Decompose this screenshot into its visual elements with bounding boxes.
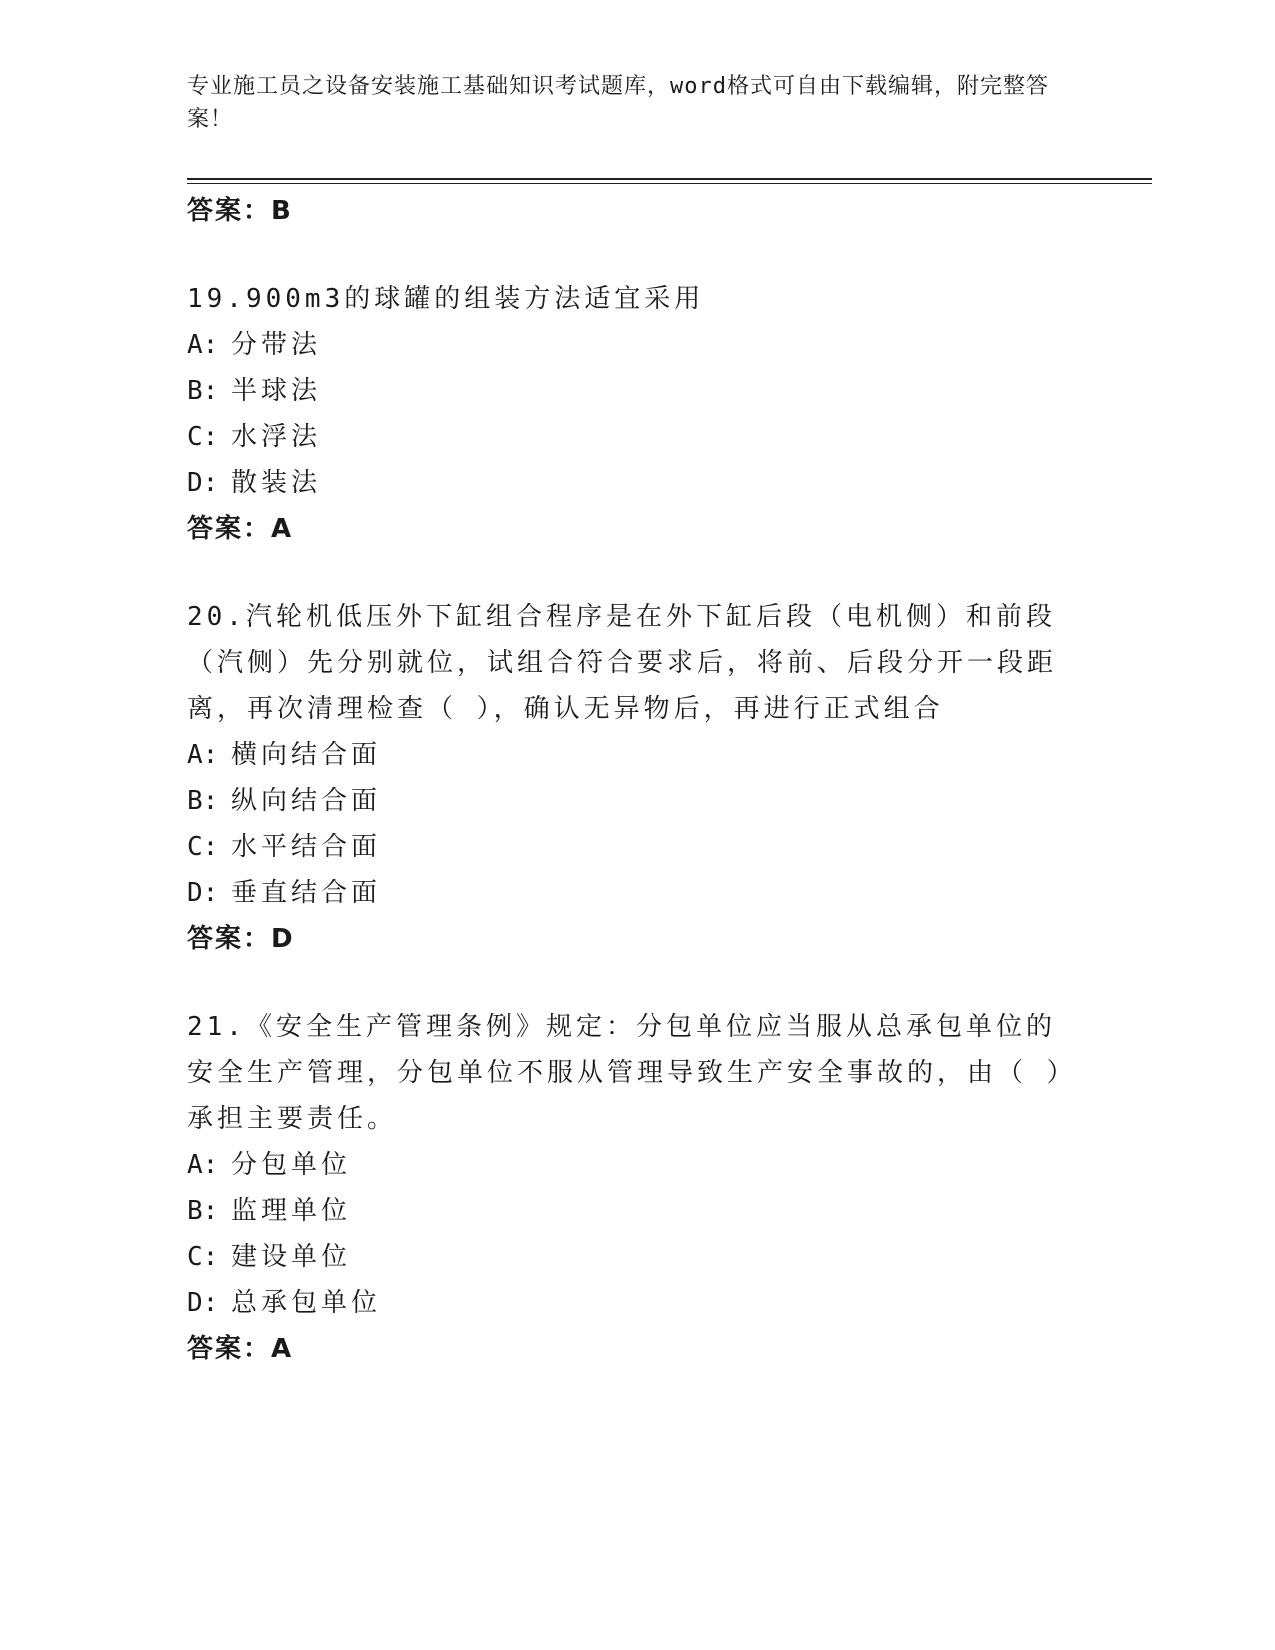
option-d	[187, 460, 1077, 506]
option-b	[187, 778, 1077, 824]
option-letter: B:	[187, 786, 219, 816]
option-a	[187, 732, 1077, 778]
question-text: 20.汽轮机低压外下缸组合程序是在外下缸后段（电机侧）和前段（汽侧）先分别就位，试组合符合要求后，将前、后段分开一段距离，再次清理检查（ ），确认无异物后，再进行正式组合	[187, 602, 1058, 724]
option-d	[187, 1280, 1077, 1326]
option-text: 建设单位	[231, 1242, 352, 1272]
option-c	[187, 1234, 1077, 1280]
option-a	[187, 322, 1077, 368]
answer-label: 答案：B	[187, 196, 293, 226]
question-text: 21.《安全生产管理条例》规定：分包单位应当服从总承包单位的安全生产管理，分包单位不服从管理导致生产安全事故的，由（ ）承担主要责任。	[187, 1012, 1077, 1134]
option-text: 分包单位	[231, 1150, 352, 1180]
option-letter: C:	[187, 422, 219, 452]
option-text: 半球法	[231, 376, 322, 406]
option-b	[187, 1188, 1077, 1234]
document-content	[187, 188, 1077, 1372]
option-letter: D:	[187, 878, 219, 908]
option-text: 横向结合面	[231, 740, 382, 770]
option-b	[187, 368, 1077, 414]
option-text: 纵向结合面	[231, 786, 382, 816]
option-letter: B:	[187, 376, 219, 406]
option-text: 散装法	[231, 468, 322, 498]
option-text: 总承包单位	[231, 1288, 382, 1318]
option-letter: A:	[187, 740, 219, 770]
option-text: 水平结合面	[231, 832, 382, 862]
option-c	[187, 824, 1077, 870]
option-text: 垂直结合面	[231, 878, 382, 908]
question-21	[187, 1004, 1077, 1372]
option-letter: B:	[187, 1196, 219, 1226]
question-text: 19.900m3的球罐的组装方法适宜采用	[187, 284, 705, 314]
option-text: 监理单位	[231, 1196, 352, 1226]
option-letter: C:	[187, 832, 219, 862]
question-20	[187, 594, 1077, 962]
question-19	[187, 276, 1077, 552]
answer-label: 答案：A	[187, 514, 294, 544]
option-letter: D:	[187, 1288, 219, 1318]
header-rule-thick	[187, 178, 1152, 180]
option-letter: A:	[187, 1150, 219, 1180]
option-text: 水浮法	[231, 422, 322, 452]
answer-label: 答案：A	[187, 1334, 294, 1364]
header-rule-thin	[187, 183, 1152, 184]
option-letter: D:	[187, 468, 219, 498]
answer-label: 答案：D	[187, 924, 295, 954]
option-c	[187, 414, 1077, 460]
option-d	[187, 870, 1077, 916]
option-text: 分带法	[231, 330, 322, 360]
option-letter: A:	[187, 330, 219, 360]
option-letter: C:	[187, 1242, 219, 1272]
document-header: 专业施工员之设备安装施工基础知识考试题库，word格式可自由下载编辑，附完整答案！	[187, 74, 1049, 132]
option-a	[187, 1142, 1077, 1188]
